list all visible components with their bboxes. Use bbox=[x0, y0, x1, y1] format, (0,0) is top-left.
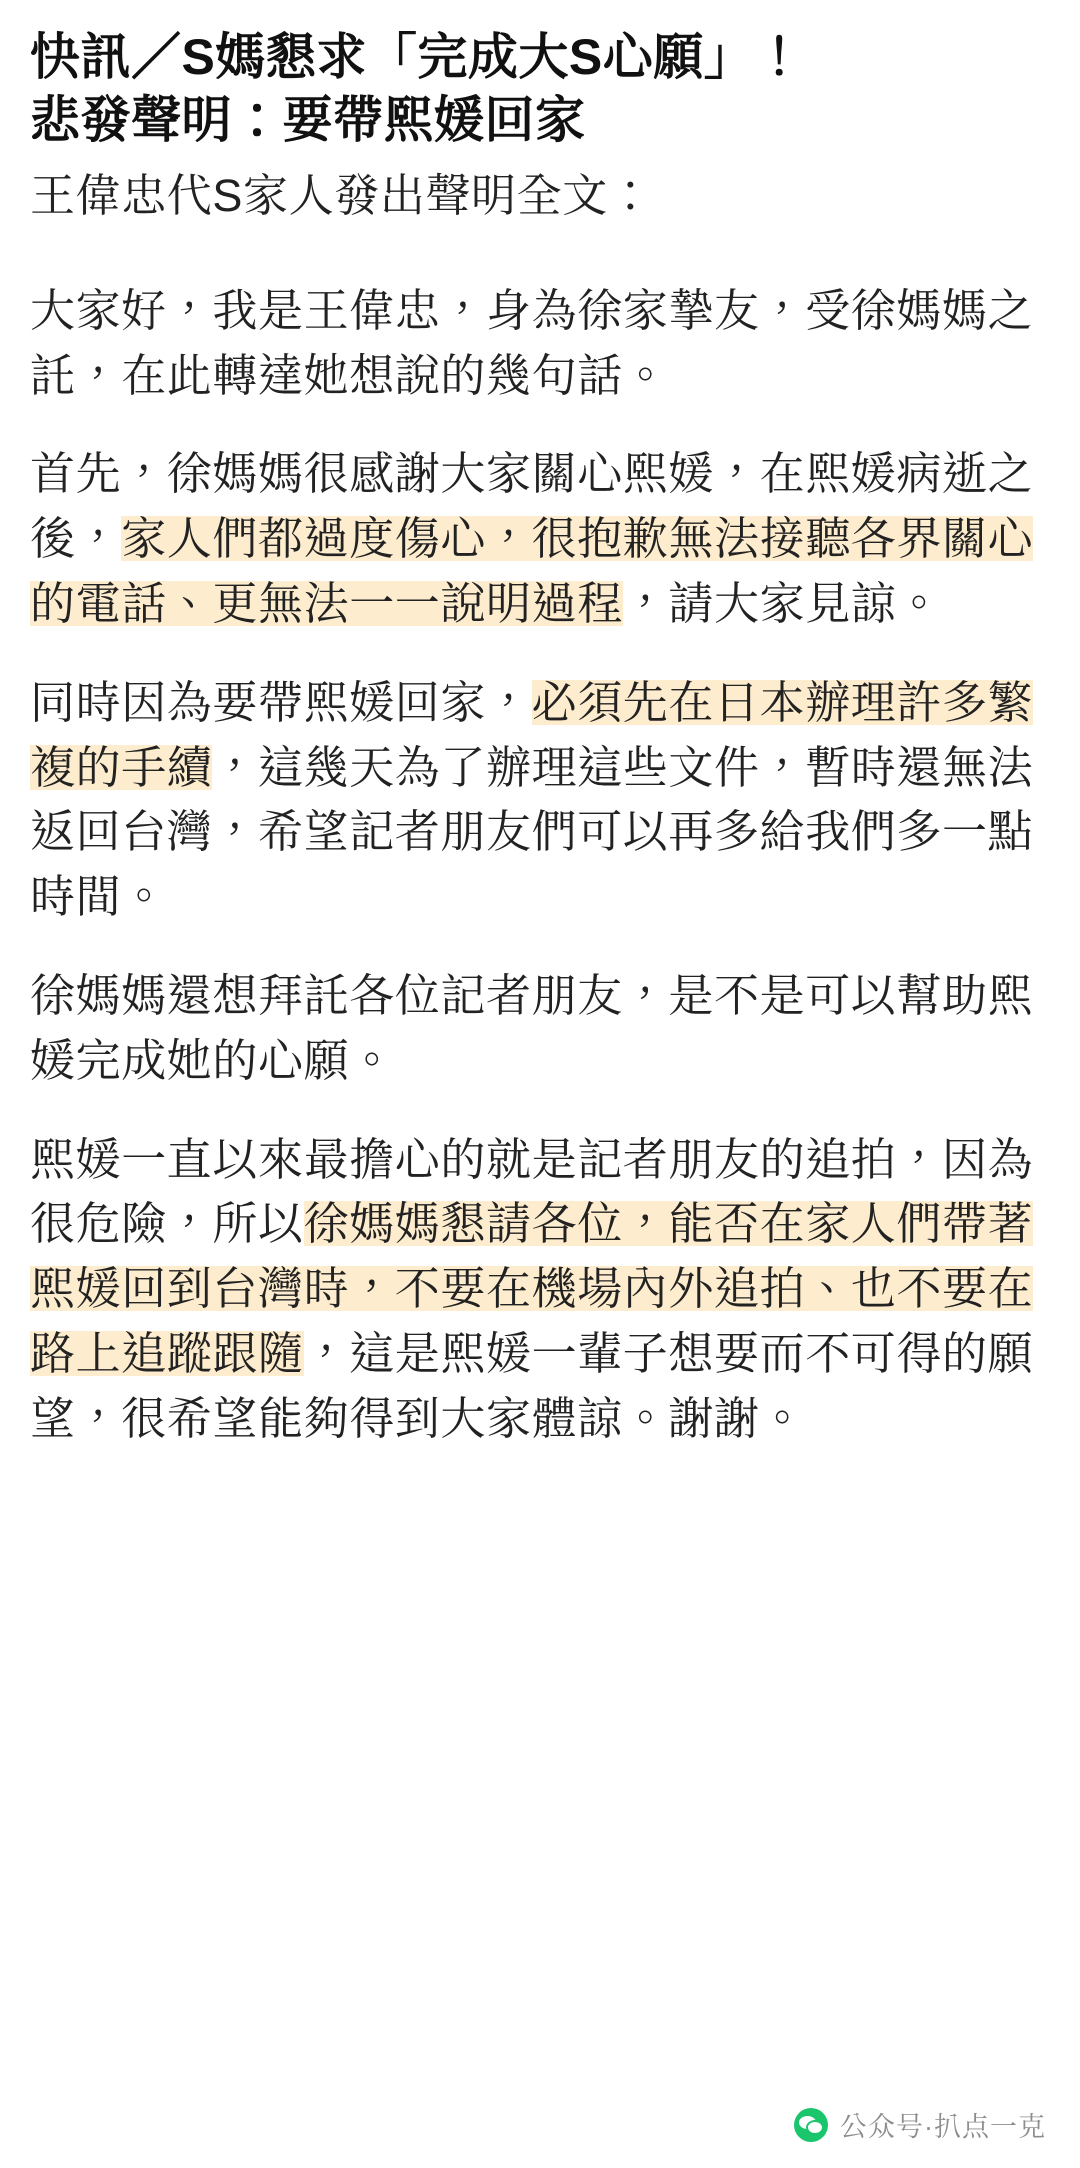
page-title bbox=[30, 26, 1050, 152]
highlighted-text: 必須先在日本辦理許多繁複的手續 bbox=[30, 676, 1034, 793]
article-lead: 王偉忠代S家人發出聲明全文： bbox=[30, 170, 654, 221]
paragraph-text: ，這是熙媛一輩子想要而不可得的願望，很希望能夠得到大家體諒。謝謝。 bbox=[30, 1327, 1034, 1444]
paragraph-text: 首先，徐媽媽很感謝大家關心熙媛，在熙媛病逝之後， bbox=[30, 448, 1034, 565]
highlighted-text: 徐媽媽懇請各位，能否在家人們帶著熙媛回到台灣時，不要在機場內外追拍、也不要在路上追蹤跟隨 bbox=[30, 1198, 1034, 1379]
wechat-icon bbox=[794, 2108, 828, 2142]
article-paragraph bbox=[30, 442, 1050, 636]
headline-line-2: 悲發聲明：要帶熙媛回家 bbox=[30, 92, 586, 148]
watermark-label: 公众号·扒点一克 bbox=[840, 2112, 1046, 2142]
article-paragraph bbox=[30, 279, 1050, 409]
article-body bbox=[30, 279, 1050, 1452]
paragraph-text: ，這幾天為了辦理這些文件，暫時還無法返回台灣，希望記者朋友們可以再多給我們多一點時間。 bbox=[30, 741, 1034, 923]
paragraph-text: 同時因為要帶熙媛回家， bbox=[30, 676, 532, 728]
highlighted-text: 家人們都過度傷心，很抱歉無法接聽各界關心的電話、更無法一一說明過程 bbox=[30, 513, 1034, 629]
paragraph-text: 大家好，我是王偉忠，身為徐家摯友，受徐媽媽之託，在此轉達她想說的幾句話。 bbox=[30, 284, 1034, 401]
headline-line-1: 快訊／S媽懇求「完成大S心願」！ bbox=[30, 29, 805, 85]
watermark bbox=[794, 2105, 1046, 2144]
paragraph-text: ，請大家見諒。 bbox=[622, 577, 943, 629]
paragraph-text: 熙媛一直以來最擔心的就是記者朋友的追拍，因為很危險，所以 bbox=[30, 1133, 1034, 1250]
paragraph-text: 徐媽媽還想拜託各位記者朋友，是不是可以幫助熙媛完成她的心願。 bbox=[30, 969, 1034, 1086]
article-paragraph bbox=[30, 671, 1050, 930]
article-paragraph bbox=[30, 1128, 1050, 1452]
article-paragraph bbox=[30, 964, 1050, 1094]
